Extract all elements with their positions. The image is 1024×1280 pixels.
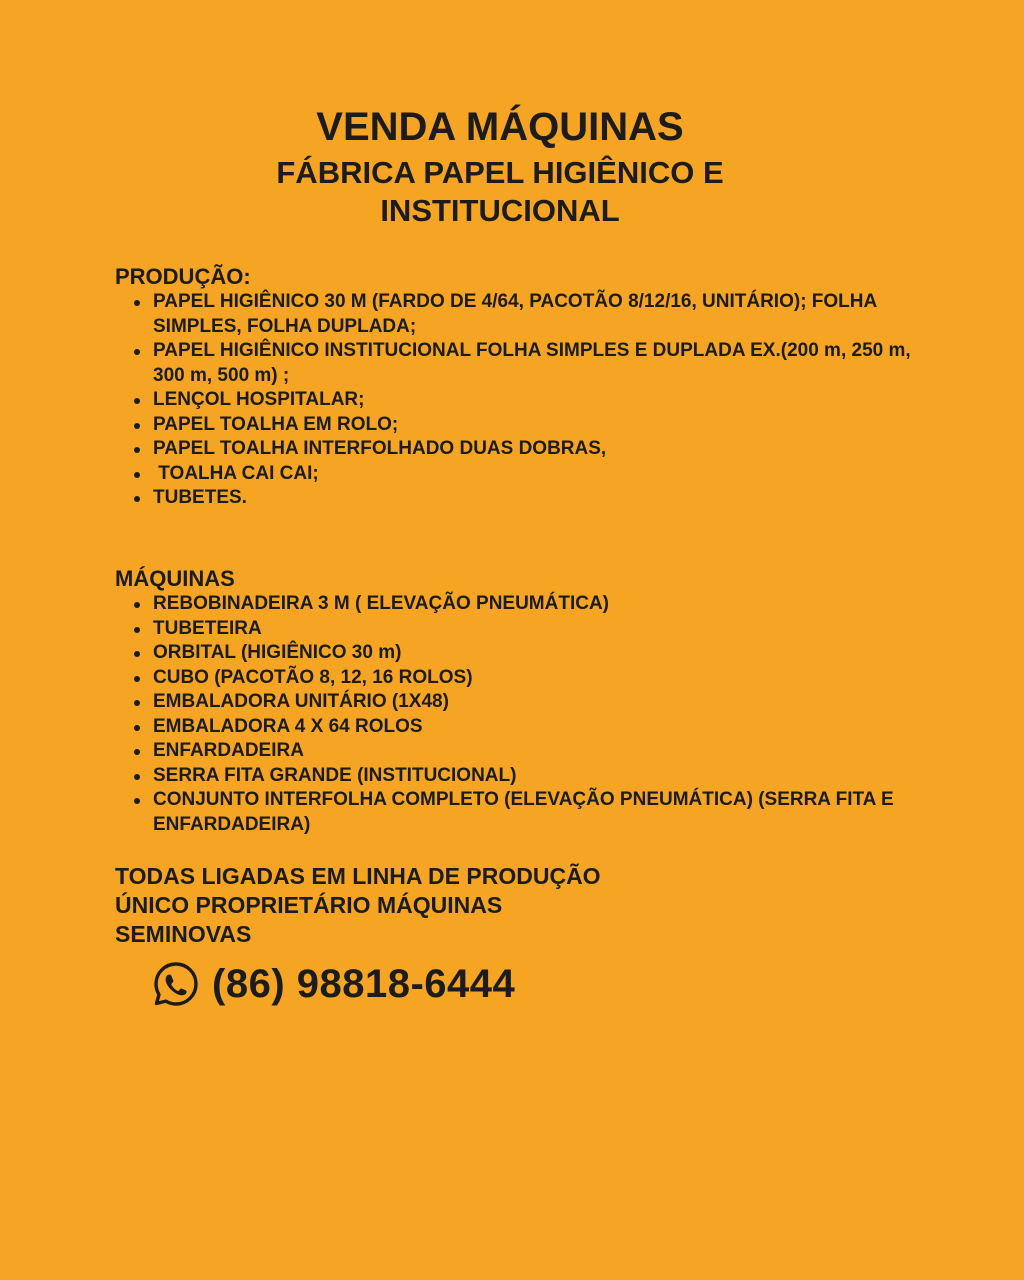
page-title: VENDA MÁQUINAS (316, 105, 684, 149)
list-item-text: REBOBINADEIRA 3 M ( ELEVAÇÃO PNEUMÁTICA) (153, 593, 610, 614)
footer-line: TODAS LIGADAS EM LINHA DE PRODUÇÃO (115, 863, 601, 889)
list-item (115, 739, 915, 764)
list-item (115, 592, 915, 617)
bullet-icon (134, 774, 140, 780)
list-item (115, 437, 915, 462)
list-item-text: ENFARDADEIRA (153, 740, 304, 761)
title-block (0, 100, 1000, 230)
list-item (115, 388, 915, 413)
list-item-text: PAPEL HIGIÊNICO INSTITUCIONAL FOLHA SIMPLES E DUPLADA EX.(200 m, 250 m, 300 m, 500 m) ; (153, 340, 911, 386)
list-item-text: TUBETES. (153, 487, 247, 508)
list-item-text: LENÇOL HOSPITALAR; (153, 389, 365, 410)
list-item (115, 666, 915, 691)
bullet-icon (134, 700, 140, 706)
list-item (115, 690, 915, 715)
bullet-icon (134, 398, 140, 404)
list-item-text: PAPEL TOALHA EM ROLO; (153, 413, 399, 435)
phone-number[interactable]: (86) 98818-6444 (212, 961, 516, 1006)
list-item (115, 641, 915, 666)
bullet-icon (134, 651, 140, 657)
list-item (115, 764, 915, 789)
bullet-icon (134, 749, 140, 755)
list-item-text: TOALHA CAI CAI; (153, 462, 319, 484)
list-item (115, 486, 915, 511)
list-item-text: PAPEL HIGIÊNICO 30 M (FARDO DE 4/64, PACOTÃO 8/12/16, UNITÁRIO); FOLHA SIMPLES, FOLHA DUPLADA; (153, 291, 877, 337)
producao-section (115, 264, 915, 511)
bullet-icon (134, 725, 140, 731)
producao-heading: PRODUÇÃO: (115, 264, 251, 289)
whatsapp-icon (152, 960, 200, 1008)
list-item (115, 413, 915, 438)
list-item-text: CUBO (PACOTÃO 8, 12, 16 ROLOS) (153, 666, 473, 688)
bullet-icon (134, 798, 140, 804)
maquinas-list (115, 592, 915, 837)
producao-list (115, 290, 915, 511)
bullet-icon (134, 602, 140, 608)
list-item (115, 339, 915, 388)
list-item-text: SERRA FITA GRANDE (INSTITUCIONAL) (153, 764, 517, 786)
list-item (115, 290, 915, 339)
list-item-text: PAPEL TOALHA INTERFOLHADO DUAS DOBRAS, (153, 438, 607, 459)
list-item-text: ORBITAL (HIGIÊNICO 30 m) (153, 642, 402, 663)
bullet-icon (134, 472, 140, 478)
footer-line: SEMINOVAS (115, 921, 252, 947)
list-item (115, 462, 915, 487)
list-item (115, 715, 915, 740)
list-item (115, 788, 915, 837)
contact-phone[interactable] (152, 957, 515, 1011)
list-item-text: TUBETEIRA (153, 617, 262, 639)
footer-notes (115, 862, 915, 949)
page-subtitle: FÁBRICA PAPEL HIGIÊNICO E INSTITUCIONAL (276, 155, 724, 228)
bullet-icon (134, 300, 140, 306)
bullet-icon (134, 447, 140, 453)
bullet-icon (134, 676, 140, 682)
bullet-icon (134, 349, 140, 355)
list-item (115, 617, 915, 642)
list-item-text: EMBALADORA UNITÁRIO (1X48) (153, 691, 449, 712)
bullet-icon (134, 627, 140, 633)
maquinas-section (115, 566, 915, 837)
list-item-text: EMBALADORA 4 X 64 ROLOS (153, 715, 423, 737)
maquinas-heading: MÁQUINAS (115, 566, 235, 591)
bullet-icon (134, 423, 140, 429)
bullet-icon (134, 496, 140, 502)
footer-line: ÚNICO PROPRIETÁRIO MÁQUINAS (115, 892, 503, 918)
list-item-text: CONJUNTO INTERFOLHA COMPLETO (ELEVAÇÃO PNEUMÁTICA) (SERRA FITA E ENFARDADEIRA) (153, 789, 894, 835)
